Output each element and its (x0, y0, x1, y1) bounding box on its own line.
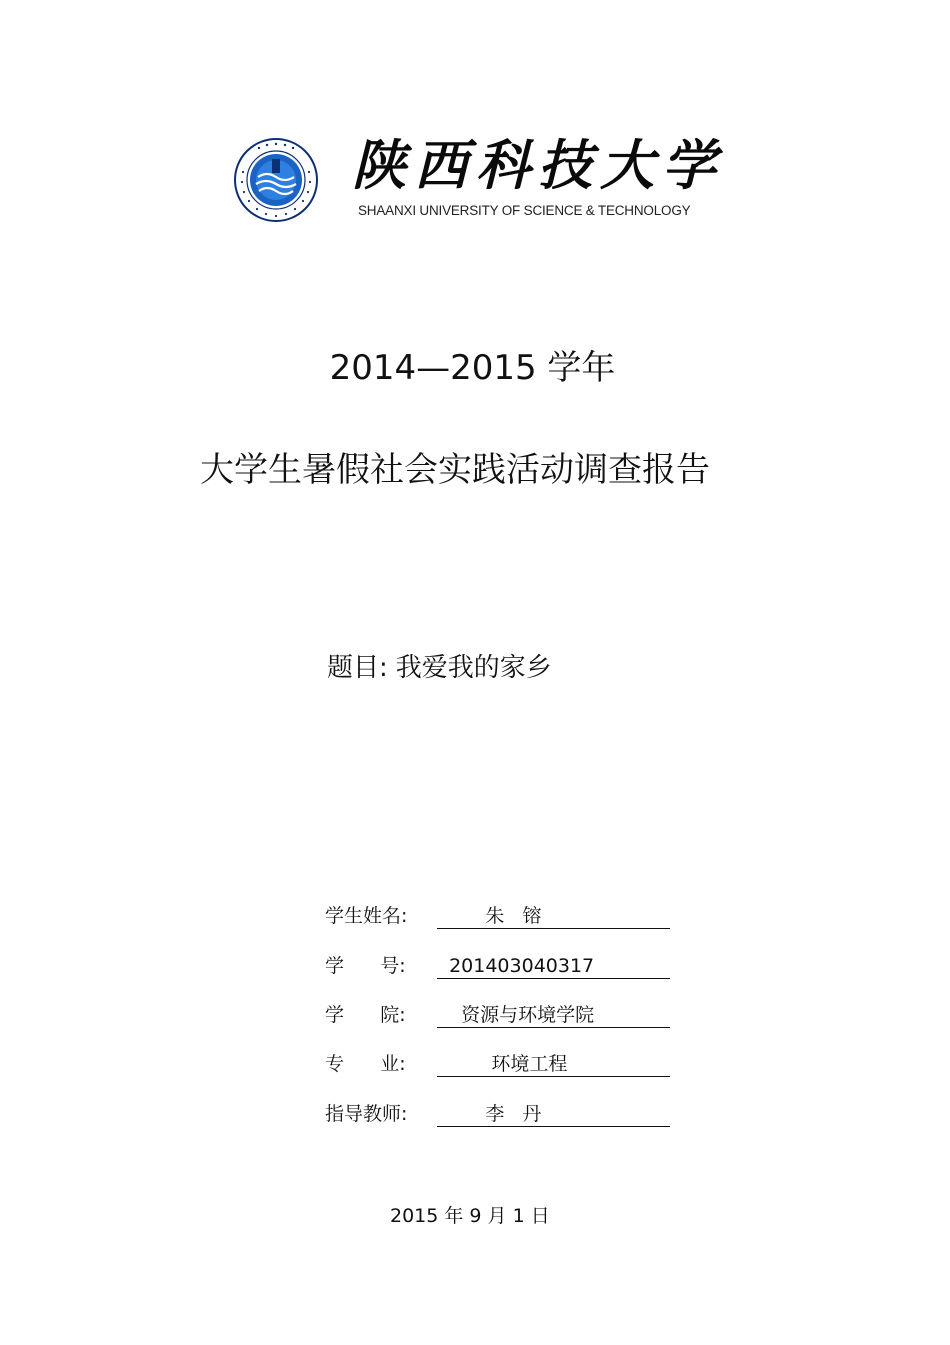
info-value: 201403040317 (437, 952, 670, 979)
report-date: 2015 年 9 月 1 日 (390, 1205, 550, 1227)
topic-line (327, 650, 552, 686)
info-label: 指导教师: (325, 1103, 408, 1125)
info-row-major (325, 1050, 675, 1078)
info-label: 学 院: (325, 1004, 406, 1026)
topic-value: 我爱我的家乡 (395, 653, 552, 683)
info-row-college (325, 1001, 675, 1029)
info-row-advisor (325, 1100, 675, 1128)
info-value: 朱 镕 (437, 902, 670, 929)
info-label: 学生姓名: (325, 905, 408, 927)
info-value: 李 丹 (437, 1100, 670, 1127)
university-name-en: SHAANXI UNIVERSITY OF SCIENCE & TECHNOLOGY (358, 203, 691, 218)
university-name-cn: 陕西科技大学 (352, 133, 724, 197)
report-title: 大学生暑假社会实践活动调查报告 (200, 450, 710, 490)
info-label: 学 号: (325, 955, 406, 977)
academic-year-title: 2014—2015 学年 (329, 348, 616, 388)
info-row-student-id (325, 952, 675, 980)
university-emblem-icon (233, 137, 319, 223)
topic-label: 题目: (327, 653, 388, 683)
info-value: 环境工程 (437, 1050, 670, 1077)
info-row-student-name (325, 902, 675, 930)
info-label: 专 业: (325, 1053, 406, 1075)
info-value: 资源与环境学院 (437, 1001, 670, 1028)
